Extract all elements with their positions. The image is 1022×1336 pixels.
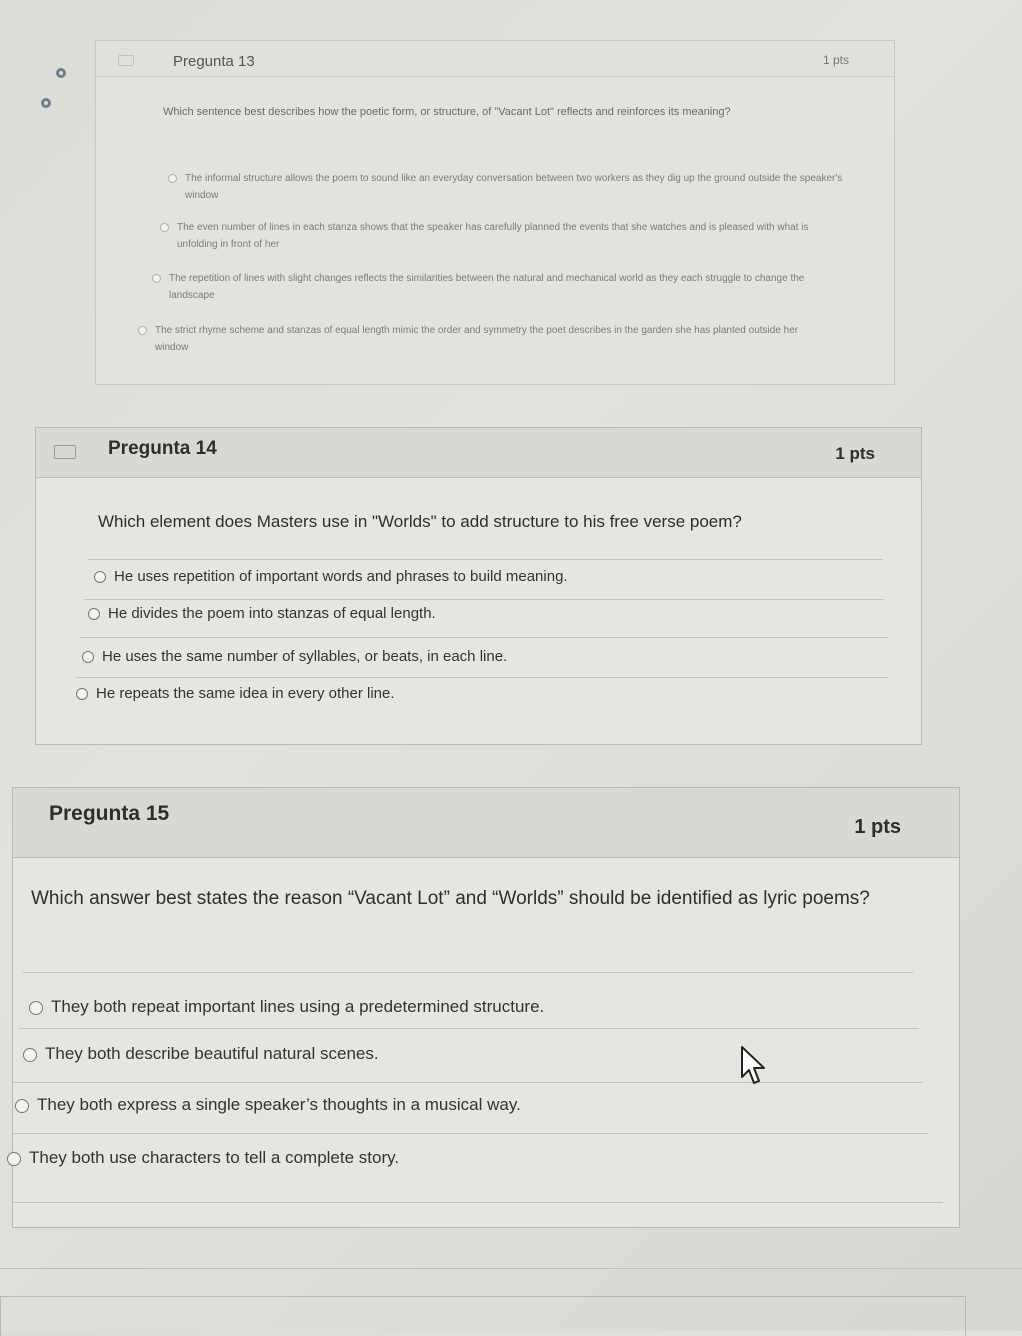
divider	[13, 1202, 943, 1203]
radio-button[interactable]	[29, 1001, 43, 1015]
radio-button[interactable]	[88, 608, 100, 620]
question-points: 1 pts	[854, 816, 901, 838]
question-prompt: Which sentence best describes how the poetic form, or structure, of "Vacant Lot" reflects and reinforces its meaning?	[163, 106, 731, 118]
question-points: 1 pts	[835, 444, 875, 463]
question-status-dot	[56, 68, 66, 78]
radio-button[interactable]	[15, 1099, 29, 1113]
answer-label: They both repeat important lines using a predetermined structure.	[51, 997, 545, 1016]
radio-button[interactable]	[76, 688, 88, 700]
flag-icon[interactable]	[54, 445, 76, 459]
answer-option[interactable]	[88, 605, 436, 622]
answer-label: The repetition of lines with slight changes reflects the similarities between the natural and mechanical world as they each struggle to change the landscape	[169, 273, 805, 301]
answer-label: They both describe beautiful natural scenes.	[45, 1044, 379, 1063]
divider	[19, 1028, 919, 1029]
radio-button[interactable]	[7, 1152, 21, 1166]
question-prompt: Which answer best states the reason “Vacant Lot” and “Worlds” should be identified as lyric poems?	[31, 888, 870, 909]
radio-button[interactable]	[152, 274, 161, 283]
question-title: Pregunta 14	[108, 438, 217, 459]
answer-option[interactable]	[94, 568, 568, 585]
divider	[13, 1082, 923, 1083]
question-points: 1 pts	[822, 53, 849, 67]
answer-label: They both use characters to tell a complete story.	[29, 1148, 400, 1167]
radio-button[interactable]	[94, 571, 106, 583]
answer-option[interactable]	[7, 1148, 399, 1168]
question-header	[36, 428, 921, 478]
answer-label: He uses repetition of important words and phrases to build meaning.	[114, 568, 568, 585]
answer-option[interactable]	[138, 323, 818, 356]
divider	[76, 677, 888, 678]
radio-button[interactable]	[82, 651, 94, 663]
flag-icon[interactable]	[118, 55, 134, 66]
answer-label: He repeats the same idea in every other line.	[96, 685, 395, 702]
question-title: Pregunta 13	[173, 53, 255, 70]
divider	[84, 599, 884, 600]
answer-option[interactable]	[152, 271, 852, 304]
radio-button[interactable]	[160, 223, 169, 232]
radio-button[interactable]	[138, 326, 147, 335]
answer-label: He divides the poem into stanzas of equal length.	[108, 605, 436, 622]
divider	[23, 972, 913, 973]
answer-option[interactable]	[160, 220, 850, 253]
answer-option[interactable]	[168, 171, 848, 204]
answer-option[interactable]	[76, 685, 395, 702]
mouse-pointer-icon	[740, 1045, 766, 1087]
answer-label: The informal structure allows the poem to sound like an everyday conversation between two workers as they dig up the ground outside the speaker's window	[185, 173, 843, 201]
answer-option[interactable]	[15, 1095, 521, 1115]
page-divider	[0, 1268, 1022, 1269]
question-title: Pregunta 15	[49, 802, 170, 825]
question-header	[13, 788, 959, 858]
answer-label: The even number of lines in each stanza shows that the speaker has carefully planned the events that she watches and is pleased with what is unfolding in front of her	[177, 222, 809, 250]
radio-button[interactable]	[23, 1048, 37, 1062]
question-card-15	[12, 787, 960, 1228]
answer-label: He uses the same number of syllables, or beats, in each line.	[102, 648, 508, 665]
next-question-card-edge	[0, 1296, 966, 1336]
radio-button[interactable]	[168, 174, 177, 183]
question-header	[96, 41, 894, 77]
answer-label: They both express a single speaker’s thoughts in a musical way.	[37, 1095, 521, 1114]
question-status-dot	[41, 98, 51, 108]
divider	[80, 637, 888, 638]
answer-option[interactable]	[82, 648, 507, 665]
question-card-13	[95, 40, 895, 385]
answer-option[interactable]	[23, 1044, 379, 1064]
answer-option[interactable]	[29, 997, 544, 1017]
divider	[88, 559, 883, 560]
question-card-14	[35, 427, 922, 745]
answer-label: The strict rhyme scheme and stanzas of equal length mimic the order and symmetry the poet describes in the garden she has planted outside her window	[155, 325, 799, 353]
divider	[13, 1133, 928, 1134]
question-prompt: Which element does Masters use in "Worlds" to add structure to his free verse poem?	[98, 512, 742, 531]
